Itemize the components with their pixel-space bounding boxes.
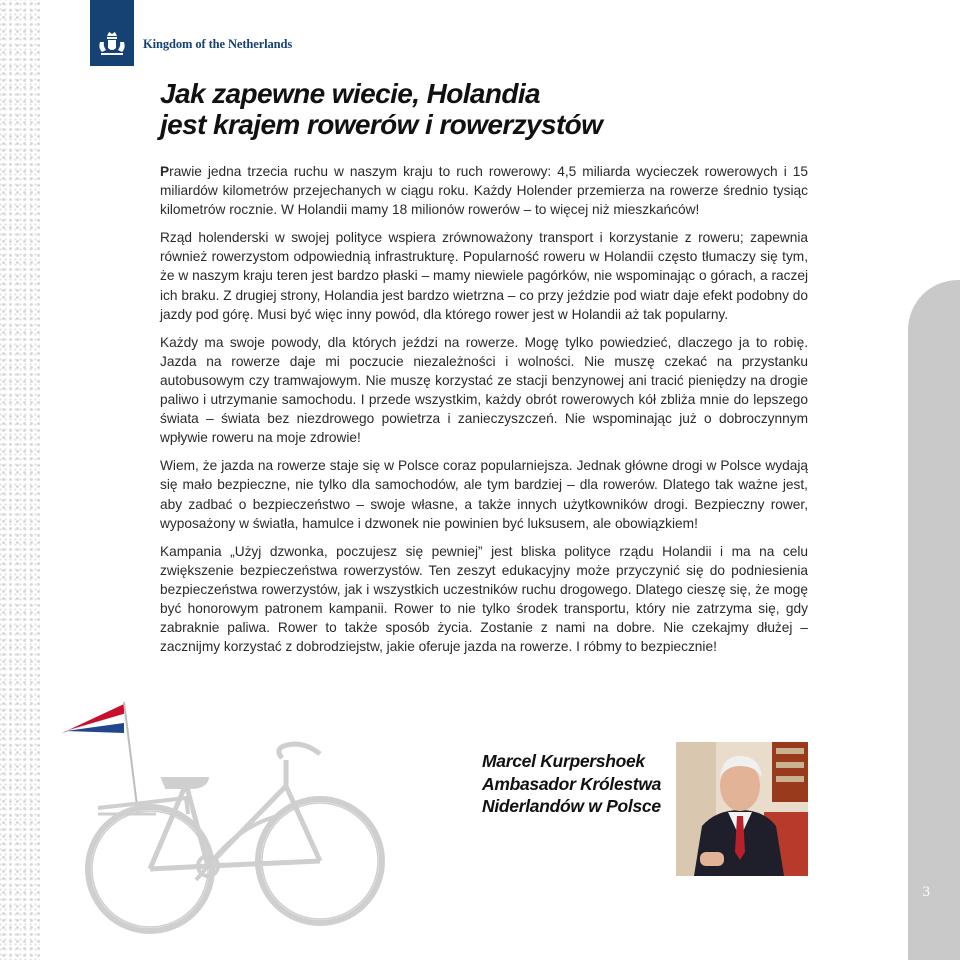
decorative-dotted-border xyxy=(0,0,40,960)
title-line-1: Jak zapewne wiecie, Holandia xyxy=(160,78,541,109)
bicycle-with-flag-illustration xyxy=(58,696,398,936)
page-title xyxy=(160,78,602,140)
signature-block xyxy=(482,750,661,818)
coat-of-arms-logo xyxy=(90,0,134,66)
lion-crest-icon xyxy=(90,0,134,66)
paragraph-3: Każdy ma swoje powody, dla których jeździ na rowerze. Mogę tylko powiedzieć, dlaczego ja to robię. Jazda na rowerze daje mi poczucie niezależności i wolności. Nie muszę czekać na przystanku autobusowym czy tramwajowym. Nie muszę korzystać ze stacji benzynowej ani tracić pieniędzy na drogie paliwo i utrzymanie samochodu. I przede wszystkim, każdy obrót rowerowych kół zbliża mnie do lepszego świata – świata bez niezdrowego powietrza i zanieczyszczeń. Nie wspominając już o dobroczynnym wpływie roweru na moje zdrowie! xyxy=(160,334,808,446)
paragraph-1 xyxy=(160,162,808,219)
portrait-image xyxy=(676,742,808,876)
organization-name: Kingdom of the Netherlands xyxy=(143,37,293,51)
signatory-role-line-1: Ambasador Królestwa xyxy=(482,773,662,794)
paragraph-2: Rząd holenderski w swojej polityce wspiera zrównoważony transport i korzystanie z roweru; zapewnia również rowerzystom odpowiednią infrastrukturę. Popularność roweru w Holandii często tłumaczy się tym, że w naszym kraju teren jest bardzo płaski – mamy niewiele pagórków, nie wspominając o górach, a raczej ich braku. Z drugiej strony, Holandia jest bardzo wietrzna – co przy jeździe pod wiatr daje efekt podobny do jazdy pod górę. Musi być więc inny powód, dla którego rower jest w Holandii aż tak popularny. xyxy=(160,230,808,322)
signatory-name: Marcel Kurpershoek xyxy=(482,751,645,771)
article-body xyxy=(160,162,808,665)
signatory-role-line-2: Niderlandów w Polsce xyxy=(482,796,661,816)
drop-cap: P xyxy=(160,164,170,179)
paragraph-4: Wiem, że jazda na rowerze staje się w Polsce coraz popularniejsza. Jednak główne drogi w Polsce wydają się mało bezpieczne, nie tylko dla samochodów, ale tym bardziej – dla rowerów. Dlatego tak ważne jest, aby zadbać o bezpieczeństwo – swoje własne, a także innych użytkowników drogi. Bezpieczny rower, wyposażony w światła, hamulce i dzwonek nie powinien być luksusem, ale obowiązkiem! xyxy=(160,458,808,531)
title-line-2: jest krajem rowerów i rowerzystów xyxy=(160,109,603,140)
page-number: 3 xyxy=(922,884,930,900)
ambassador-portrait-photo xyxy=(676,742,808,876)
page-side-tab xyxy=(908,280,960,960)
paragraph-1-text: rawie jedna trzecia ruchu w naszym kraju to ruch rowerowy: 4,5 miliarda wycieczek rowerowych i 15 miliardów kilometrów przejechanych w ciągu roku. Każdy Holender przemierza na rowerze średnio tysiąc kilometrów rocznie. W Holandii mamy 18 milionów rowerów – to więcej niż mieszkańców! xyxy=(160,164,808,218)
flag-pole xyxy=(124,702,138,814)
paragraph-5: Kampania „Użyj dzwonka, poczujesz się pewniej” jest bliska polityce rządu Holandii i ma na celu zwiększenie bezpieczeństwa rowerzystów. Ten zeszyt edukacyjny może przyczynić się do podniesienia bezpieczeństwa rowerzystów, jak i wszystkich uczestników ruchu drogowego. Dlatego cieszę się, że mogę być honorowym patronem kampanii. Rower to nie tylko środek transportu, który nie zatrzyma się, gdy zabraknie paliwa. Rower to także sposób życia. Zostanie z nami na dobre. Nie czekajmy dłużej – zacznijmy korzystać z dobrodziejstw, jakie oferuje jazda na rowerze. I róbmy to bezpiecznie! xyxy=(160,543,808,655)
